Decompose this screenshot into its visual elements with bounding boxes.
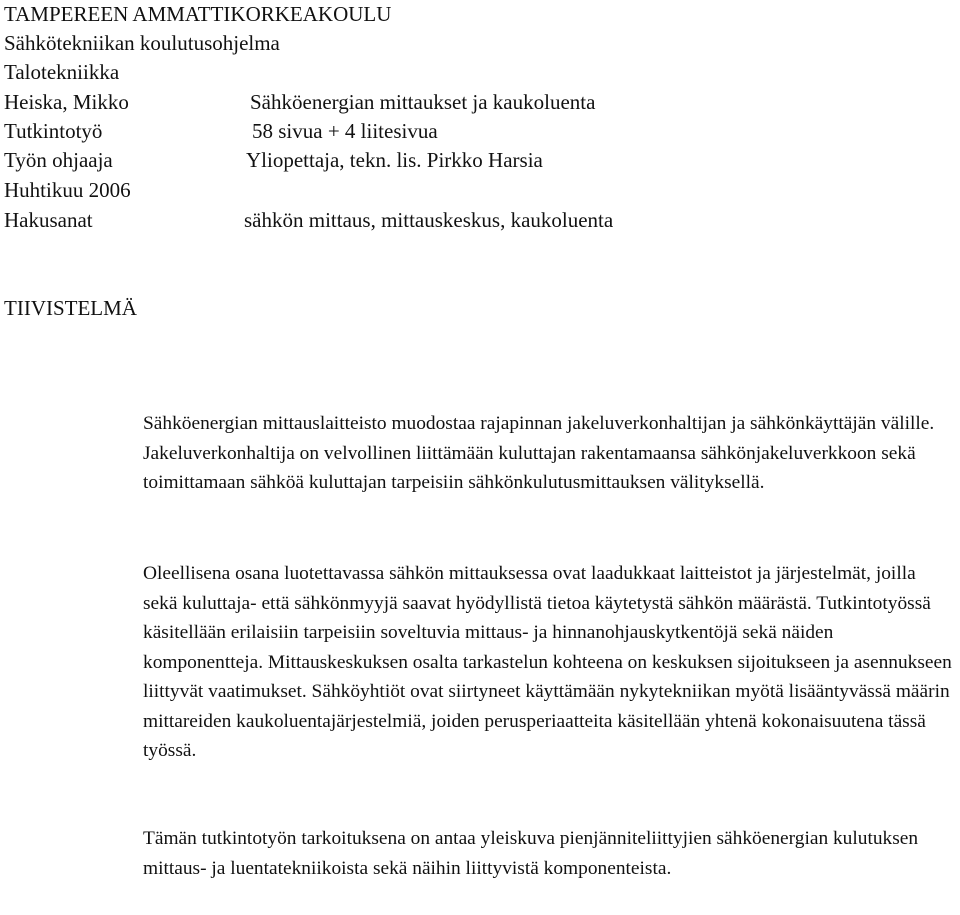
school-name: TAMPEREEN AMMATTIKORKEAKOULU — [4, 2, 392, 26]
specialization: Talotekniikka — [4, 60, 120, 84]
abstract-paragraph-2: Oleellisena osana luotettavassa sähkön mittauksessa ovat laadukkaat laitteistot ja järjestelmät, joilla sekä kuluttaja- että sähkönmyyjä saavat hyödyllistä tietoa käytetystä sähkön määrästä. Tutkintotyössä käsitellään erilaisiin tarpeisiin soveltuvia mittaus- ja hinnanohjauskytkentöjä sekä näiden komponentteja. Mittauskeskuksen osalta tarkastelun kohteena on keskuksen sijoitukseen ja asennukseen liittyvät vaatimukset. Sähköyhtiöt ovat siirtyneet käyttämään nykytekniikan myötä lisääntyvässä määrin mittareiden kaukoluentajärjestelmiä, joiden perusperiaatteita käsitellään yhtenä kokonaisuutena tässä työssä. — [143, 563, 952, 761]
date: Huhtikuu 2006 — [4, 178, 131, 202]
keywords-label: Hakusanat — [4, 208, 93, 232]
work-type: Tutkintotyö — [4, 119, 103, 143]
abstract-paragraph-3: Tämän tutkintotyön tarkoituksena on antaa yleiskuva pienjänniteliittyjien sähköenergian kulutuksen mittaus- ja luentatekniikoista sekä näihin liittyvistä komponenteista. — [143, 828, 919, 879]
supervisor-name: Yliopettaja, tekn. lis. Pirkko Harsia — [246, 148, 543, 172]
author-name: Heiska, Mikko — [4, 90, 129, 114]
keywords: sähkön mittaus, mittauskeskus, kaukoluenta — [244, 208, 614, 232]
abstract-paragraph-1: Sähköenergian mittauslaitteisto muodostaa rajapinnan jakeluverkonhaltijan ja sähkönkäyttäjän välille. Jakeluverkonhaltija on velvollinen liittämään kuluttajan rakentamaansa sähkönjakeluverkkoon sekä toimittamaan sähköä kuluttajan tarpeisiin sähkönkulutusmittauksen välityksellä. — [143, 413, 935, 493]
abstract-title: TIIVISTELMÄ — [4, 296, 137, 320]
degree-programme: Sähkötekniikan koulutusohjelma — [4, 31, 280, 55]
supervisor-label: Työn ohjaaja — [4, 148, 113, 172]
thesis-title: Sähköenergian mittaukset ja kaukoluenta — [250, 90, 596, 114]
page-count: 58 sivua + 4 liitesivua — [252, 119, 438, 143]
